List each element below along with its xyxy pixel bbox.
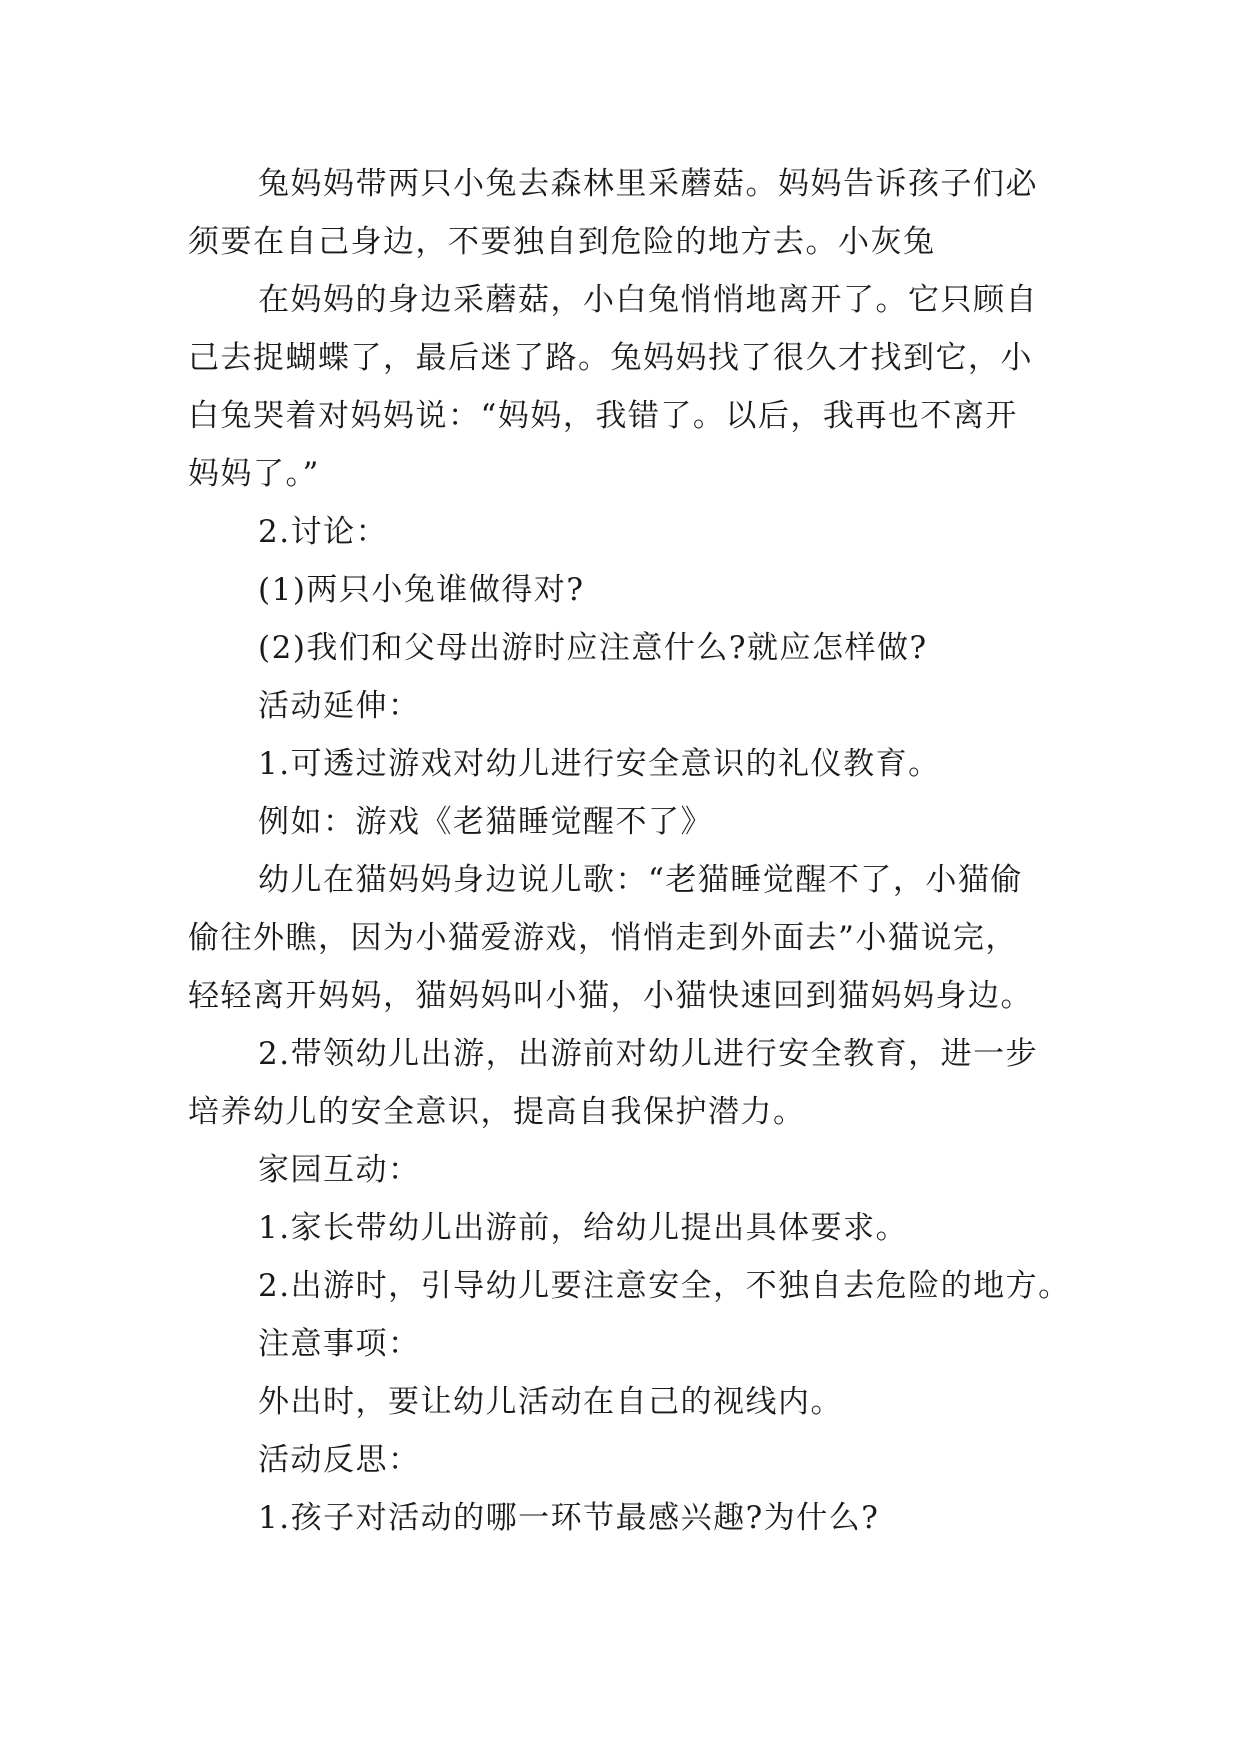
text-line: 活动反思： [258,1442,421,1478]
text-line: 例如：游戏《老猫睡觉醒不了》 [258,804,713,840]
text-line: 兔妈妈带两只小兔去森林里采蘑菇。妈妈告诉孩子们必 [258,166,1038,202]
text-line: 1.家长带幼儿出游前，给幼儿提出具体要求。 [258,1210,909,1246]
text-line: 活动延伸： [258,688,421,724]
text-line: 妈妈了。” [188,456,320,492]
text-line: 家园互动： [258,1152,421,1188]
text-line: 培养幼儿的安全意识，提高自我保护潜力。 [188,1094,806,1130]
text-line: (1)两只小兔谁做得对? [258,572,585,608]
text-line: 1.可透过游戏对幼儿进行安全意识的礼仪教育。 [258,746,941,782]
text-line: 偷往外瞧，因为小猫爱游戏，悄悄走到外面去”小猫说完， [188,920,1018,956]
text-line: 2.带领幼儿出游，出游前对幼儿进行安全教育，进一步 [258,1036,1039,1072]
text-line: 外出时，要让幼儿活动在自己的视线内。 [258,1384,843,1420]
text-line: 幼儿在猫妈妈身边说儿歌：“老猫睡觉醒不了，小猫偷 [258,862,1023,898]
text-line: 轻轻离开妈妈，猫妈妈叫小猫，小猫快速回到猫妈妈身边。 [188,978,1033,1014]
text-line: 须要在自己身边，不要独自到危险的地方去。小灰兔 [188,224,936,260]
text-line: 2.出游时，引导幼儿要注意安全，不独自去危险的地方。 [258,1268,1071,1304]
text-line: 注意事项： [258,1326,421,1362]
text-line: 2.讨论： [258,514,389,550]
text-line: 在妈妈的身边采蘑菇，小白兔悄悄地离开了。它只顾自 [258,282,1038,318]
text-line: 己去捉蝴蝶了，最后迷了路。兔妈妈找了很久才找到它，小 [188,340,1033,376]
text-line: (2)我们和父母出游时应注意什么?就应怎样做? [258,630,928,666]
text-line: 白兔哭着对妈妈说：“妈妈，我错了。以后，我再也不离开 [188,398,1018,434]
text-line: 1.孩子对活动的哪一环节最感兴趣?为什么? [258,1500,880,1536]
